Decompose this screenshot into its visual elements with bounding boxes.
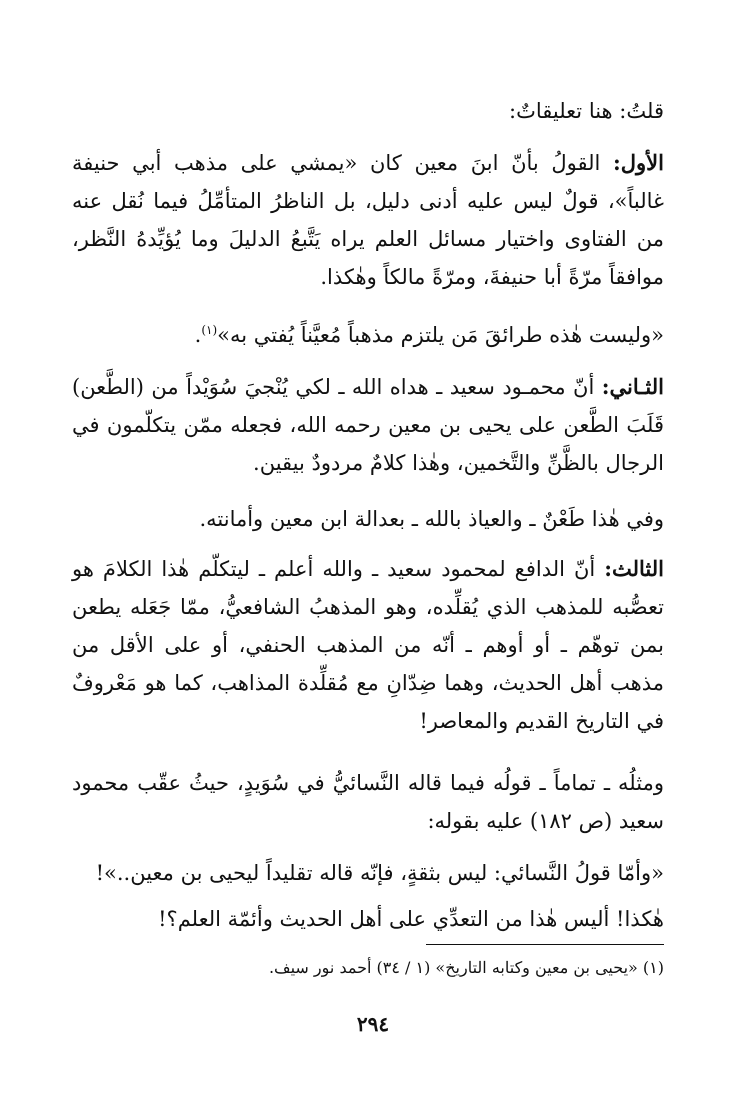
second-point-label: الثـاني:: [601, 374, 664, 399]
closing-question-text: هٰكذا! أليس هٰذا من التعدِّي على أهل الحديث وأئمّة العلم؟!: [158, 907, 664, 931]
first-point-text: القولُ بأنّ ابنَ معين كان «يمشي على مذهب أبي حنيفة غالباً»، قولٌ ليس عليه أدنى دليل، بل الناظرُ المتأمِّلُ فيما نُقل عنه من الفتاوى واختيار مسائل العلم يراه يَتَّبعُ الدليلَ وما يُؤيِّدهُ النَّظر، موافقاً مرّةً أبا حنيفةَ، ومرّةً مالكاً وهٰكذا.: [72, 151, 664, 289]
paragraph-second-point: [72, 368, 664, 482]
paragraph-first-point: [72, 144, 664, 296]
quote-text: «وليست هٰذه طرائقَ مَن يلتزم مذهباً مُعيَّناً يُفتي به»: [217, 323, 664, 347]
quote-nasai: [72, 854, 664, 892]
paragraph-third-point: [72, 550, 664, 740]
paragraph-nasai: [72, 764, 664, 840]
paragraph-accusation: [72, 500, 664, 538]
third-point-label: الثالث:: [604, 556, 664, 581]
nasai-quote-text: «وأمّا قولُ النَّسائي: ليس بثقةٍ، فإنّه قاله تقليداً ليحيى بن معين..»!: [95, 861, 664, 885]
footnote-text: (١) «يحيى بن معين وكتابه التاريخ» (١ / ٣٤) أحمد نور سيف.: [268, 958, 664, 977]
footnote: [72, 955, 664, 981]
third-point-text: أنّ الدافع لمحمود سعيد ـ والله أعلم ـ ليتكلّم هٰذا الكلامَ هو تعصُّبه للمذهب الذي يُقلِّده، وهو المذهبُ الشافعيُّ، ممّا جَعَله يطعن بمن توهّم ـ أو أوهم ـ أنّه من المذهب الحنفي، أو على الأقل من مذهب أهل الحديث، وهما ضِدّانِ مع مُقلِّدة المذاهب، كما هو مَعْروفٌ في التاريخ القديم والمعاصر!: [72, 557, 664, 733]
quote-end: .: [194, 323, 202, 347]
intro-line: [72, 92, 664, 130]
closing-question: [72, 900, 664, 938]
accusation-text: وفي هٰذا طَعْنٌ ـ والعياذ بالله ـ بعدالة ابن معين وأمانته.: [199, 507, 664, 531]
footnote-divider: [426, 944, 664, 945]
first-point-label: الأول:: [613, 150, 664, 175]
intro-text: قلتُ: هنا تعليقاتٌ:: [509, 99, 664, 123]
second-point-text: أنّ محمـود سعيد ـ هداه الله ـ لكي يُنْجيَ سُوَيْداً من (الطَّعن) قَلَبَ الطَّعن على يحيى بن معين رحمه الله، فجعله ممّن يتكلّمون في الرجال بالظَّنِّ والتَّخمين، وهٰذا كلامٌ مردودٌ بيقين.: [72, 375, 664, 475]
footnote-reference: (١): [201, 323, 218, 337]
page-number: ٢٩٤: [356, 1012, 390, 1036]
quote-ibn-maeen: [72, 316, 664, 354]
nasai-text: ومثلُه ـ تماماً ـ قولُه فيما قاله النَّسائيُّ في سُوَيدٍ، حيثُ عقّب محمود سعيد (ص ١٨٢) عليه بقوله:: [72, 771, 664, 833]
